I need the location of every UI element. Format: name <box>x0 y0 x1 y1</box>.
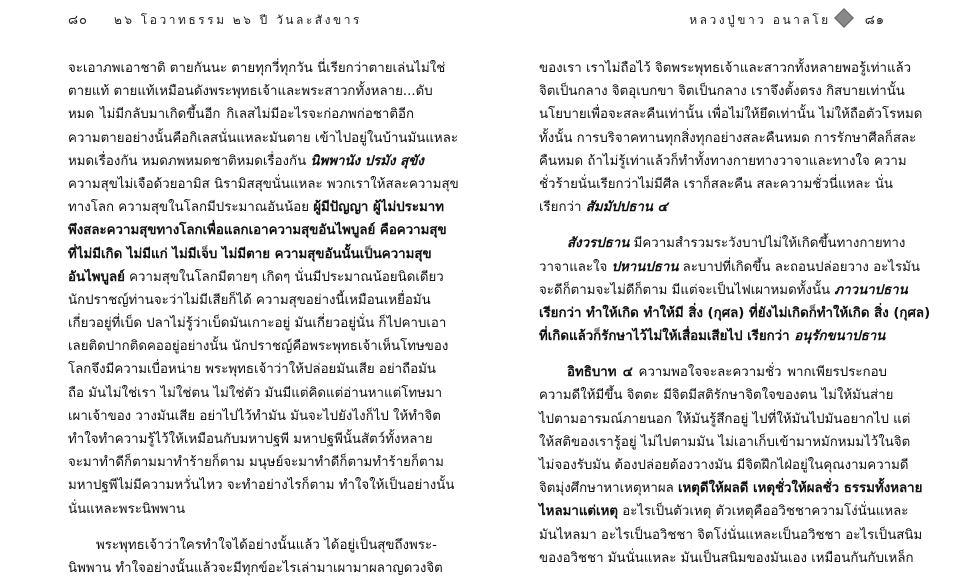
right-page <box>478 0 955 586</box>
text-line <box>539 256 920 279</box>
text-line <box>539 150 907 173</box>
left-body-text <box>68 57 459 580</box>
text-line <box>68 474 455 497</box>
text-line <box>68 557 443 580</box>
text-line <box>68 405 441 428</box>
text-line <box>539 325 887 348</box>
text-line <box>68 127 458 150</box>
emphasis-text: อิทธิบาท ๔ <box>567 365 633 381</box>
emphasis-text: ที่เกิดแล้วก็รักษาไว้ไม่ให้เสื่อมเสียไป เรียกว่า <box>539 329 795 345</box>
text-segment: มันไหลมา อะไรเป็นอวิชชา จิตโง่นั่นแหละเป็นอวิชชา อะไรเป็นสนิม <box>539 527 923 543</box>
emphasis-text: ภาวนาปธาน <box>834 282 908 298</box>
text-line <box>68 150 424 173</box>
text-segment: นั่นแหละพระนิพพาน <box>68 501 186 517</box>
text-segment: จะดีก็ตามจะไม่ดีก็ตาม มีแต่จะเป็นไฟเผาหมดทั้งนั้น <box>539 282 835 298</box>
text-segment: วาจาและใจ <box>539 259 612 275</box>
text-segment: จิตเป็นกลาง จิตอุเบกขา จิตเป็นกลาง เราจึงตั้งตรง กิสบายเท่านั้น <box>539 84 905 100</box>
text-segment: นิพพาน ทำใจอย่างนั้นแล้วจะมีทุกข์อะไรเล่ามาเผามาผลาญดวงจิต <box>68 560 443 576</box>
paragraph-gap <box>539 348 887 361</box>
right-page-number: ๘๑ <box>864 13 885 28</box>
text-segment: ทางโลก ความสุขในโลกมีประมาณอันน้อย <box>68 200 314 216</box>
emphasis-text: อันไพบูลย์ <box>68 269 125 285</box>
text-segment: ละบาปที่เกิดขึ้น ละถอนปล่อยวาง อะไรมัน <box>678 259 920 275</box>
text-segment: เผาเจ้าของ วางมันเสีย อย่าไปไว้ทำมัน มันจะไปยังไงก็ไป ให้ทำจิต <box>68 408 441 424</box>
text-segment: ความสุขในโลกมีตายๆ เกิดๆ นั่นมีประมาณน้อยนิดเดียว <box>124 269 444 285</box>
emphasis-text: เหตุดีให้ผลดี เหตุชั่วให้ผลชั่ว ธรรมทั้งหลาย <box>677 481 923 497</box>
text-line <box>68 312 447 335</box>
text-line <box>68 534 437 557</box>
text-segment: เกี่ยวอยู่ที่เบ็ด ปลาไม่รู้ว่าเบ็ดมันเกาะอยู่ มันเกี่ยวอยู่นั่น ก็ไปคาบเอา <box>68 316 447 332</box>
text-line <box>539 408 911 431</box>
text-line <box>68 57 446 80</box>
text-segment: ไปตามอารมณ์ภายนอก ให้มันรู้สึกอยู่ ไปที่ให้มันไปมันอยากไป แต่ <box>539 411 911 427</box>
text-line <box>539 196 887 219</box>
text-segment: เลยติดปากติดคออยู่อย่างนั้น นักปราชญ์คือพระพุทธเจ้าเห็นโทษของ <box>68 339 449 355</box>
paragraph-gap <box>68 521 414 534</box>
text-segment: ให้สติของเรารู้อยู่ ไม่ไปตามมัน ไม่เอาเก็บเข้ามาหมักหมมไว้ในจิต <box>539 434 911 450</box>
emphasis-text: ที่ไม่มีเกิด ไม่มีแก่ ไม่มีเจ็บ ไม่มีตาย ความสุขอันนั้นเป็นความสุข <box>68 246 432 262</box>
text-line <box>68 243 432 266</box>
left-page <box>0 0 477 586</box>
left-page-header <box>68 9 362 30</box>
text-segment: อะไรเป็นตัวเหตุ ตัวเหตุคืออวิชชาความโง่นั่นแหละ <box>617 504 909 520</box>
right-page-header <box>689 9 885 30</box>
text-line <box>539 279 908 302</box>
emphasis-text: ไหลมาแต่เหตุ <box>539 504 618 520</box>
text-segment: เรียกว่า <box>539 200 586 216</box>
right-body-text <box>539 57 931 570</box>
paragraph-gap <box>539 219 887 232</box>
text-line <box>68 358 437 381</box>
text-segment: พระพุทธเจ้าว่าใครทำใจได้อย่างนั้นแล้ว ได้อยู่เป็นสุขถึงพระ- <box>96 537 437 553</box>
text-segment: จิตมุ่งศึกษาหาเหตุหาผล <box>539 481 678 497</box>
emphasis-text: นิพพานัง ปรมัง สุขัง <box>310 153 424 169</box>
text-line <box>68 451 444 474</box>
text-line <box>68 80 433 103</box>
text-line <box>68 173 459 196</box>
text-segment: ตายแท้ ตายแท้เหมือนดังพระพุทธเจ้าและพระสาวกทั้งหลาย...ดับ <box>68 84 433 100</box>
emphasis-text: พึงสละความสุขทางโลกเพื่อแลกเอาความสุขอันไพบูลย์ คือความสุข <box>68 223 447 239</box>
emphasis-text: สังวรปธาน <box>567 236 630 252</box>
text-segment: นโยบายเพื่อจะสละคืนเท่านั้น เพื่อไม่ให้ยึดเท่านั้น ไม่ให้ถือตัวโรหมด <box>539 107 923 123</box>
text-segment: ความสุขไม่เจือด้วยอามิส นิรามิสสุขนั่นแหละ พวกเราให้สละความสุข <box>68 176 459 192</box>
text-line <box>539 547 914 570</box>
text-line <box>539 454 909 477</box>
right-running-title: หลวงปู่ขาว อนาลโย <box>689 13 831 27</box>
text-line <box>68 335 449 358</box>
text-line <box>539 524 923 547</box>
emphasis-text: ปหานปธาน <box>611 259 679 275</box>
text-line <box>539 173 893 196</box>
text-line <box>539 103 923 126</box>
text-segment: ทำใจทำความรู้ไว้ให้เหมือนกับมหาปฐพี มหาปฐพีนั้นสัตว์ทั้งหลาย <box>68 432 433 447</box>
text-line <box>539 384 894 407</box>
emphasis-text: ผู้มีปัญญา ผู้ไม่ประมาท <box>313 200 444 216</box>
text-segment: ถือ มันไม่ใช่เรา ไม่ใช่ตน ไม่ใช่ตัว มันมีแต่คิดแต่อ่านหาแต่โทษมา <box>68 385 443 401</box>
text-segment: โลกจึงมีความเบื่อหน่าย พระพุทธเจ้าว่าให้ปล่อยมันเสีย อย่าถือมัน <box>68 362 437 378</box>
text-line <box>539 80 905 103</box>
text-segment: ความตายอย่างนั้นคือกิเลสนั่นแหละมันตาย เข้าไปอยู่ในบ้านมันแหละ <box>68 130 458 146</box>
text-line <box>539 477 923 500</box>
text-line <box>539 57 912 80</box>
text-segment: ความดีให้มีขึ้น จิตตะ มีจิตมีสติรักษาจิตใจของตน ไม่ให้มันส่าย <box>539 388 894 404</box>
text-line <box>68 266 444 289</box>
text-segment: ของเรา เราไม่ถือไว้ จิตพระพุทธเจ้าและสาวกทั้งหลายพอรู้เท่าแล้ว <box>539 61 912 76</box>
text-segment: คืนหมด ถ้าไม่รู้เท่าแล้วก็ทำทั้งทางกายทางวาจาและทางใจ ความ <box>539 153 907 169</box>
text-line <box>539 431 911 454</box>
text-segment: มหาปฐพีไม่มีความหวั่นไหว จะทำอย่างไรก็ตาม ทำใจให้เป็นอย่างนั้น <box>68 478 455 494</box>
text-line <box>539 500 909 523</box>
emphasis-text: อนุรักขนาปธาน <box>794 329 886 345</box>
text-line <box>539 127 917 150</box>
text-segment: จะเอาภพเอาชาติ ตายกันนะ ตายทุกวี่ทุกวัน นี่เรียกว่าตายเล่นไม่ใช่ <box>68 61 446 76</box>
text-segment: ไม่จองรับมัน ต้องปล่อยต้องวางมัน มีจิตฝึกไฝ่อยู่ในคุณงามความดี <box>539 458 909 473</box>
left-running-title: ๒๖ โอวาทธรรม ๒๖ ปี วันละสังขาร <box>113 13 362 27</box>
text-line <box>68 103 414 126</box>
text-segment: ความพอใจจะละความชั่ว พากเพียรประกอบ <box>632 365 887 381</box>
text-segment: นักปราชญ์ท่านจะว่าไม่มีเสียก็ได้ ความสุขอย่างนี้เหมือนเหยื่อมัน <box>68 292 431 308</box>
text-segment: ของอวิชชา มันนั่นแหละ มันเป็นสนิมของมันเอง เหมือนกันกับเหล็ก <box>539 550 914 566</box>
emphasis-text: เรียกว่า ทำให้เกิด ทำให้มี สิ่ง (กุศล) ที่ยังไม่เกิดก็ทำให้เกิด สิ่ง (กุศล) <box>539 305 931 321</box>
diamond-ornament-icon <box>834 8 854 28</box>
emphasis-text: สัมมัปปธาน ๔ <box>585 200 668 216</box>
text-segment: จะมาทำดีก็ตามมาทำร้ายก็ตาม มนุษย์จะมาทำดีก็ตามทำร้ายก็ตาม <box>68 455 444 471</box>
text-line <box>68 196 444 219</box>
text-line <box>539 302 931 325</box>
text-segment: ชั่วร้ายนั่นเรียกว่าไม่มีศีล เราก็สละคืน สละความชั่วนี่แหละ นั่น <box>539 176 893 192</box>
text-segment: ทั้งนั้น การบริจาคทานทุกสิ่งทุกอย่างสละคืนหมด การรักษาศีลก็สละ <box>539 130 917 146</box>
text-segment: หมด ไม่มีกลับมาเกิดขึ้นอีก กิเลสไม่มีอะไรจะก่อภพก่อชาติอีก <box>68 107 414 123</box>
text-line <box>68 219 447 242</box>
text-segment: มีความสำรวมระวังบาปไม่ให้เกิดขึ้นทางกายทาง <box>629 236 906 252</box>
text-line <box>68 382 443 405</box>
text-line <box>68 428 433 451</box>
text-segment: หมดเรื่องกัน หมดภพหมดชาติหมดเรื่องกัน <box>68 153 311 169</box>
text-line <box>68 498 414 521</box>
text-line <box>539 232 906 255</box>
left-page-number: ๘๐ <box>68 13 88 28</box>
text-line <box>68 289 431 312</box>
text-line <box>539 361 887 384</box>
